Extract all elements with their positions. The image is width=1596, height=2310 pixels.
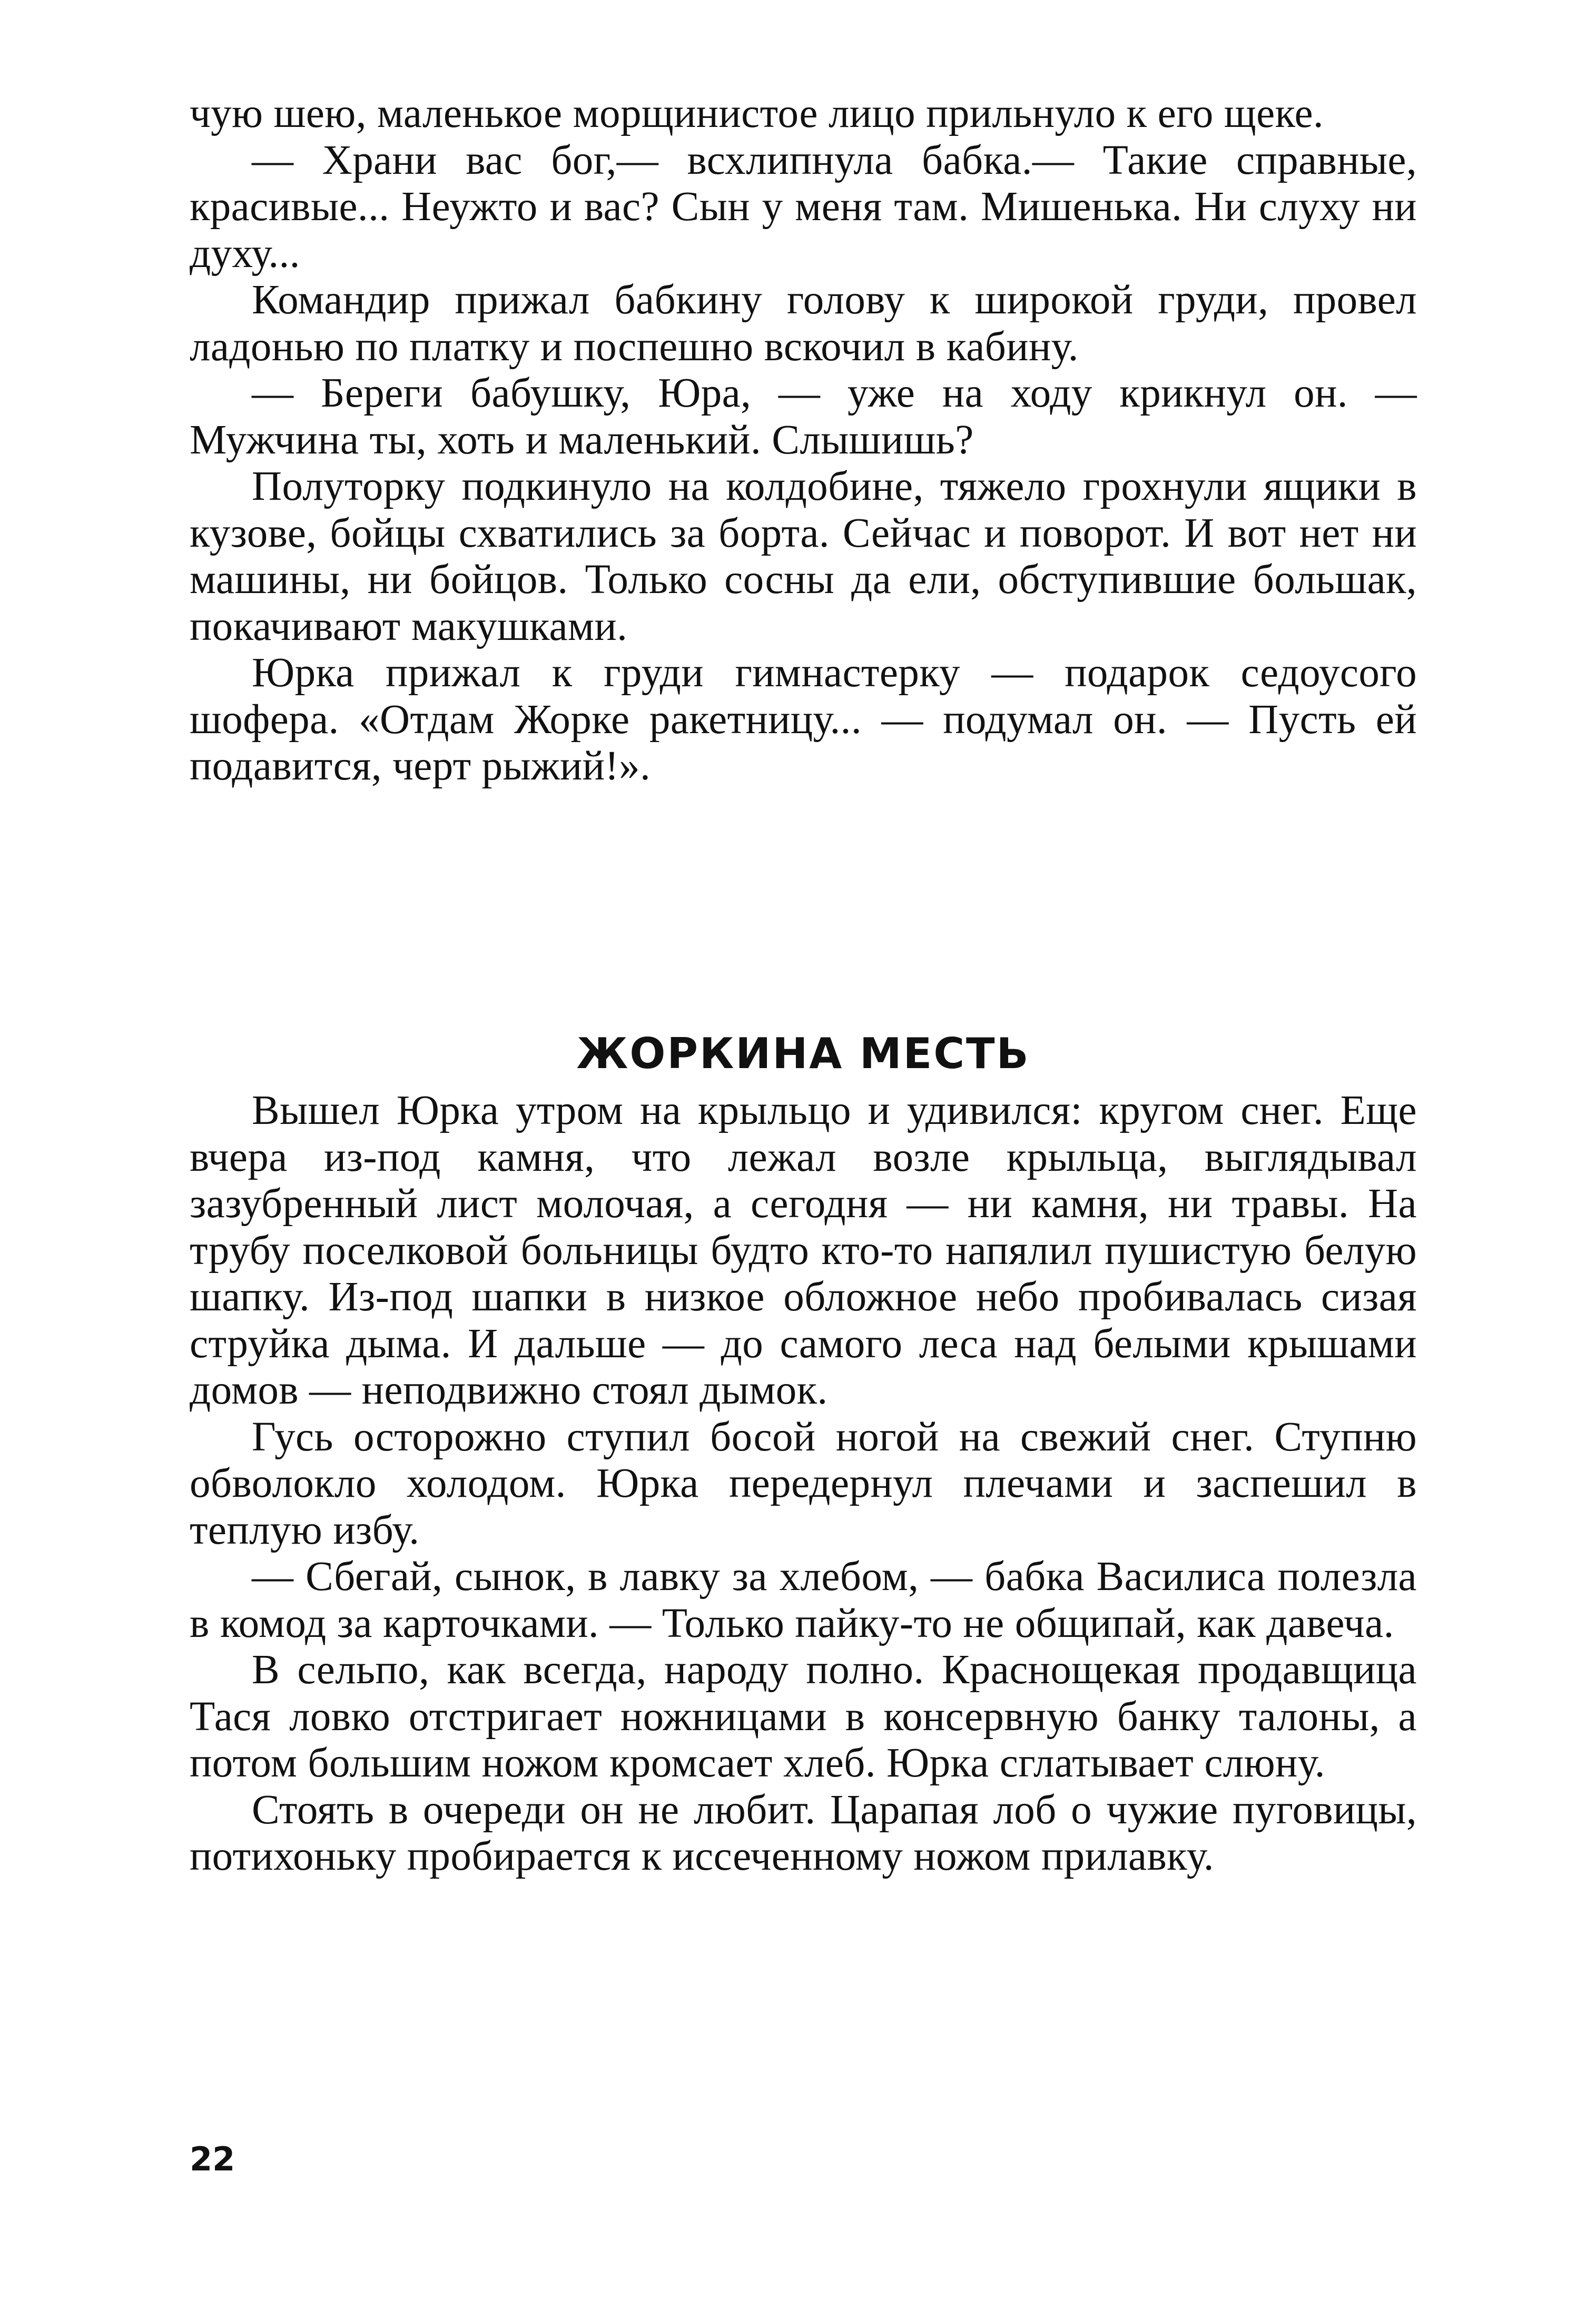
paragraph: В сельпо, как всегда, народу полно. Краснощекая продавщица Тася ловко отстригает ножницами в консервную банку талоны, а потом большим ножом кромсает хлеб. Юрка сглатывает слюну. (190, 1647, 1417, 1786)
paragraph: — Сбегай, сынок, в лавку за хлебом, — бабка Василиса полезла в комод за карточками. — Только пайку-то не общипай, как давеча. (190, 1554, 1417, 1646)
continued-text (190, 91, 1417, 790)
chapter-text (190, 1088, 1417, 1880)
chapter-title: ЖОРКИНА МЕСТЬ (576, 1029, 1030, 1078)
page-number: 22 (190, 2140, 235, 2178)
paragraph: Гусь осторожно ступил босой ногой на свежий снег. Ступню обволокло холодом. Юрка передернул плечами и заспешил в теплую избу. (190, 1414, 1417, 1553)
paragraph: Командир прижал бабкину голову к широкой груди, провел ладонью по платку и поспешно вскочил в кабину. (190, 277, 1417, 370)
paragraph: Вышел Юрка утром на крыльцо и удивился: кругом снег. Еще вчера из-под камня, что лежал возле крыльца, выглядывал зазубренный лист молочая, а сегодня — ни камня, ни травы. На трубу поселковой больницы будто кто-то напялил пушистую белую шапку. Из-под шапки в низкое обложное небо пробивалась сизая струйка дыма. И дальше — до самого леса над белыми крышами домов — неподвижно стоял дымок. (190, 1088, 1417, 1413)
paragraph: Юрка прижал к груди гимнастерку — подарок седоусого шофера. «Отдам Жорке ракетницу... — подумал он. — Пусть ей подавится, черт рыжий!». (190, 650, 1417, 789)
paragraph: — Храни вас бог,— всхлипнула бабка.— Такие справные, красивые... Неужто и вас? Сын у меня там. Мишенька. Ни слуху ни духу... (190, 137, 1417, 277)
paragraph: — Береги бабушку, Юра, — уже на ходу крикнул он. — Мужчина ты, хоть и маленький. Слышишь? (190, 370, 1417, 463)
paragraph: чую шею, маленькое морщинистое лицо прильнуло к его щеке. (190, 91, 1324, 136)
paragraph: Полуторку подкинуло на колдобине, тяжело грохнули ящики в кузове, бойцы схватились за борта. Сейчас и поворот. И вот нет ни машины, ни бойцов. Только сосны да ели, обступившие большак, покачивают макушками. (190, 463, 1417, 649)
paragraph: Стоять в очереди он не любит. Царапая лоб о чужие пуговицы, потихоньку пробирается к иссеченному ножом прилавку. (190, 1786, 1417, 1879)
